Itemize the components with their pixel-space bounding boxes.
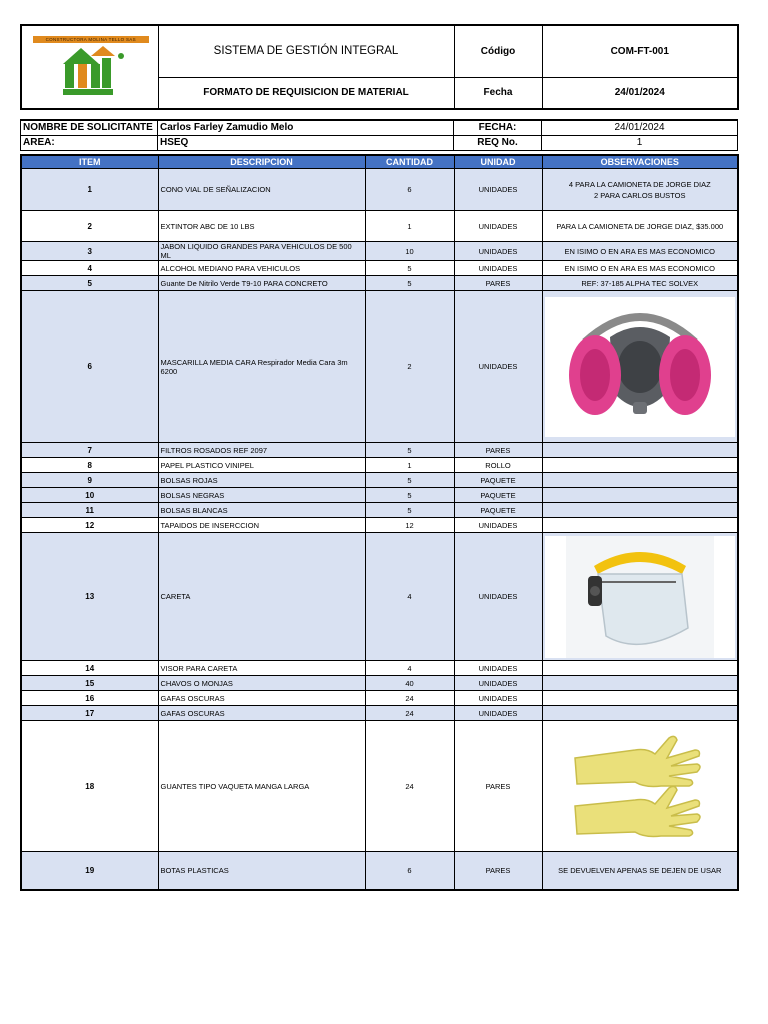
quantity-cell: 6: [365, 169, 454, 211]
solicitante-label: NOMBRE DE SOLICITANTE: [21, 120, 158, 135]
observations-cell: REF: 37-185 ALPHA TEC SOLVEX: [542, 276, 738, 291]
quantity-cell: 1: [365, 458, 454, 473]
solicitante-value: Carlos Farley Zamudio Melo: [158, 120, 454, 135]
table-row: [21, 518, 738, 533]
observations-cell: [542, 691, 738, 706]
format-title: FORMATO DE REQUISICION DE MATERIAL: [158, 77, 454, 109]
requisition-sheet: [20, 24, 737, 891]
unit-cell: UNIDADES: [454, 211, 542, 242]
quantity-cell: 5: [365, 503, 454, 518]
observations-cell: [542, 458, 738, 473]
description-cell: GAFAS OSCURAS: [158, 706, 365, 721]
item-cell: 15: [21, 676, 158, 691]
quantity-cell: 12: [365, 518, 454, 533]
quantity-cell: 1: [365, 211, 454, 242]
table-row: [21, 691, 738, 706]
quantity-cell: 2: [365, 291, 454, 443]
description-cell: VISOR PARA CARETA: [158, 661, 365, 676]
description-cell: CARETA: [158, 533, 365, 661]
unit-cell: PAQUETE: [454, 488, 542, 503]
item-cell: 13: [21, 533, 158, 661]
description-cell: BOTAS PLASTICAS: [158, 852, 365, 890]
date-value: 24/01/2024: [542, 77, 738, 109]
quantity-cell: 4: [365, 533, 454, 661]
items-header-row: [21, 155, 738, 169]
quantity-cell: 24: [365, 691, 454, 706]
item-cell: 5: [21, 276, 158, 291]
unit-cell: UNIDADES: [454, 676, 542, 691]
area-value: HSEQ: [158, 135, 454, 150]
description-cell: EXTINTOR ABC DE 10 LBS: [158, 211, 365, 242]
unit-cell: PAQUETE: [454, 503, 542, 518]
req-value: 1: [542, 135, 738, 150]
description-cell: BOLSAS NEGRAS: [158, 488, 365, 503]
req-label: REQ No.: [454, 135, 542, 150]
quantity-cell: 24: [365, 721, 454, 852]
fecha-label: FECHA:: [454, 120, 542, 135]
table-row: [21, 291, 738, 443]
table-row: [21, 443, 738, 458]
table-row: [21, 676, 738, 691]
observations-cell: [542, 676, 738, 691]
table-row: [21, 211, 738, 242]
table-row: [21, 661, 738, 676]
description-cell: GAFAS OSCURAS: [158, 691, 365, 706]
unit-cell: PARES: [454, 852, 542, 890]
fecha-value: 24/01/2024: [542, 120, 738, 135]
quantity-cell: 24: [365, 706, 454, 721]
requester-info: [20, 119, 738, 151]
company-logo: [29, 34, 151, 100]
quantity-cell: 5: [365, 261, 454, 276]
observations-cell: PARA LA CAMIONETA DE JORGE DIAZ, $35.000: [542, 211, 738, 242]
description-cell: BOLSAS ROJAS: [158, 473, 365, 488]
item-cell: 8: [21, 458, 158, 473]
item-cell: 7: [21, 443, 158, 458]
unit-cell: UNIDADES: [454, 706, 542, 721]
quantity-cell: 5: [365, 488, 454, 503]
description-cell: CHAVOS O MONJAS: [158, 676, 365, 691]
table-row: [21, 503, 738, 518]
system-title: SISTEMA DE GESTIÓN INTEGRAL: [158, 25, 454, 77]
table-row: [21, 276, 738, 291]
table-row: [21, 706, 738, 721]
table-row: [21, 261, 738, 276]
description-cell: JABON LIQUIDO GRANDES PARA VEHICULOS DE 500 ML: [158, 242, 365, 261]
unit-cell: UNIDADES: [454, 533, 542, 661]
area-label: AREA:: [21, 135, 158, 150]
unit-cell: PARES: [454, 721, 542, 852]
observations-cell: [542, 488, 738, 503]
table-row: [21, 473, 738, 488]
description-cell: CONO VIAL DE SEÑALIZACION: [158, 169, 365, 211]
company-logo-band: CONSTRUCTORA MOLINA TELLO SAS: [33, 36, 149, 43]
observations-cell: EN ISIMO O EN ARA ES MAS ECONOMICO: [542, 261, 738, 276]
item-cell: 16: [21, 691, 158, 706]
table-row: [21, 852, 738, 890]
table-row: [21, 488, 738, 503]
item-cell: 10: [21, 488, 158, 503]
description-cell: MASCARILLA MEDIA CARA Respirador Media Cara 3m 6200: [158, 291, 365, 443]
code-label: Código: [454, 25, 542, 77]
item-cell: 11: [21, 503, 158, 518]
unit-cell: PAQUETE: [454, 473, 542, 488]
company-logo-cell: [21, 25, 158, 109]
item-cell: 2: [21, 211, 158, 242]
item-cell: 19: [21, 852, 158, 890]
quantity-cell: 5: [365, 276, 454, 291]
column-header-cantidad: CANTIDAD: [365, 155, 454, 169]
observations-cell: [542, 661, 738, 676]
column-header-item: ITEM: [21, 155, 158, 169]
item-cell: 12: [21, 518, 158, 533]
items-table: [20, 154, 739, 891]
description-cell: Guante De Nitrilo Verde T9-10 PARA CONCRETO: [158, 276, 365, 291]
table-row: [21, 533, 738, 661]
observations-cell: [542, 503, 738, 518]
date-label: Fecha: [454, 77, 542, 109]
unit-cell: UNIDADES: [454, 691, 542, 706]
unit-cell: UNIDADES: [454, 261, 542, 276]
item-cell: 4: [21, 261, 158, 276]
yellow-gloves-image: [545, 724, 736, 848]
table-row: [21, 458, 738, 473]
observations-cell: [542, 721, 738, 852]
table-row: [21, 169, 738, 211]
observations-cell: [542, 533, 738, 661]
observations-cell: 4 PARA LA CAMIONETA DE JORGE DIAZ 2 PARA CARLOS BUSTOS: [542, 169, 738, 211]
observations-cell: [542, 473, 738, 488]
description-cell: PAPEL PLASTICO VINIPEL: [158, 458, 365, 473]
description-cell: GUANTES TIPO VAQUETA MANGA LARGA: [158, 721, 365, 852]
description-cell: ALCOHOL MEDIANO PARA VEHICULOS: [158, 261, 365, 276]
unit-cell: UNIDADES: [454, 518, 542, 533]
document-header: [20, 24, 739, 110]
unit-cell: ROLLO: [454, 458, 542, 473]
table-row: [21, 721, 738, 852]
code-value: COM-FT-001: [542, 25, 738, 77]
item-cell: 1: [21, 169, 158, 211]
unit-cell: PARES: [454, 276, 542, 291]
face-shield-image: [545, 536, 736, 658]
item-cell: 9: [21, 473, 158, 488]
description-cell: BOLSAS BLANCAS: [158, 503, 365, 518]
unit-cell: UNIDADES: [454, 242, 542, 261]
observations-cell: [542, 518, 738, 533]
item-cell: 17: [21, 706, 158, 721]
description-cell: FILTROS ROSADOS REF 2097: [158, 443, 365, 458]
column-header-descripcion: DESCRIPCION: [158, 155, 365, 169]
item-cell: 18: [21, 721, 158, 852]
observations-cell: SE DEVUELVEN APENAS SE DEJEN DE USAR: [542, 852, 738, 890]
column-header-unidad: UNIDAD: [454, 155, 542, 169]
quantity-cell: 5: [365, 443, 454, 458]
item-cell: 14: [21, 661, 158, 676]
quantity-cell: 4: [365, 661, 454, 676]
logo-mark-icon: [29, 34, 151, 100]
description-cell: TAPAIDOS DE INSERCCION: [158, 518, 365, 533]
item-cell: 3: [21, 242, 158, 261]
quantity-cell: 10: [365, 242, 454, 261]
quantity-cell: 6: [365, 852, 454, 890]
unit-cell: UNIDADES: [454, 291, 542, 443]
item-cell: 6: [21, 291, 158, 443]
unit-cell: PARES: [454, 443, 542, 458]
unit-cell: UNIDADES: [454, 661, 542, 676]
unit-cell: UNIDADES: [454, 169, 542, 211]
respirator-mask-image: [545, 297, 736, 437]
observations-cell: [542, 291, 738, 443]
observations-cell: EN ISIMO O EN ARA ES MAS ECONOMICO: [542, 242, 738, 261]
column-header-observaciones: OBSERVACIONES: [542, 155, 738, 169]
quantity-cell: 5: [365, 473, 454, 488]
quantity-cell: 40: [365, 676, 454, 691]
observations-cell: [542, 443, 738, 458]
observations-cell: [542, 706, 738, 721]
table-row: [21, 242, 738, 261]
